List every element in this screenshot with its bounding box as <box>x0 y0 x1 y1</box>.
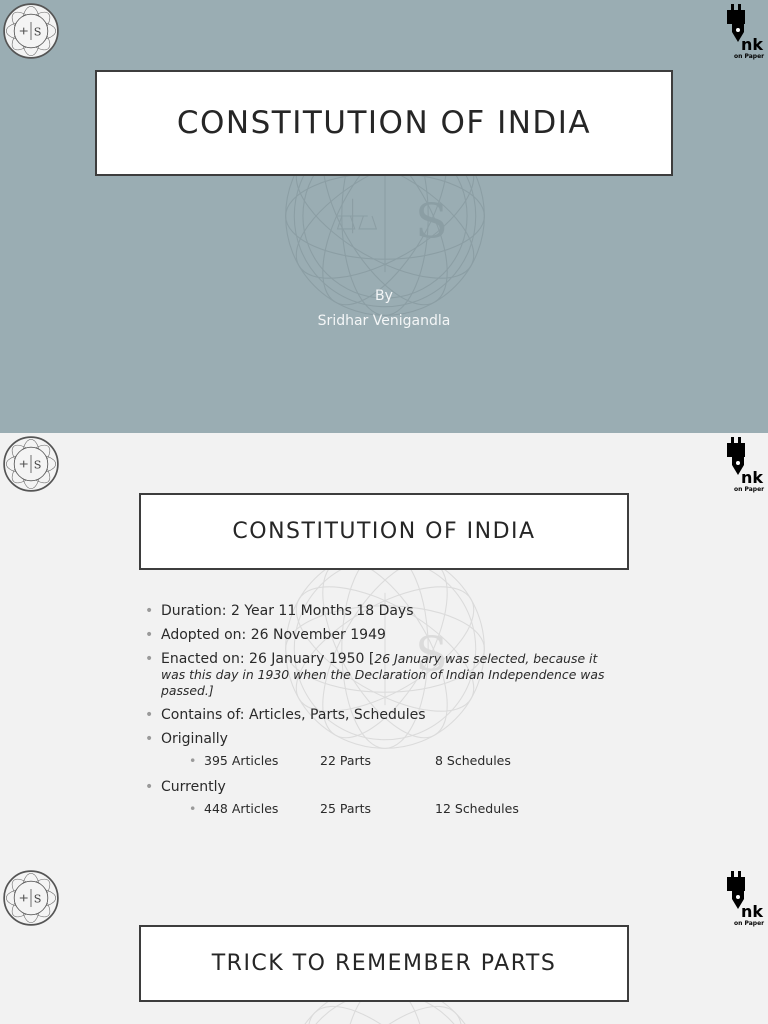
overview-slide <box>0 433 768 867</box>
slide-title: TRICK TO REMEMBER PARTS <box>139 925 629 1002</box>
original-articles: • 395 Articles <box>204 753 279 768</box>
original-counts <box>145 753 625 769</box>
enacted-date: Enacted on: 26 January 1950 [ <box>161 651 375 667</box>
ink-on-paper-logo-icon <box>724 869 766 927</box>
parts-trick-slide <box>0 867 768 1024</box>
svg-text:S: S <box>33 892 42 906</box>
svg-text:nk: nk <box>741 902 764 921</box>
bullet-duration: • Duration: 2 Year 11 Months 18 Days <box>145 603 625 619</box>
ink-on-paper-logo-icon <box>724 435 766 493</box>
svg-text:nk: nk <box>741 35 764 54</box>
slide-title: CONSTITUTION OF INDIA <box>139 493 629 570</box>
bullet-adopted: • Adopted on: 26 November 1949 <box>145 627 625 643</box>
svg-text:on Paper: on Paper <box>734 486 765 493</box>
svg-text:S: S <box>33 25 42 39</box>
svg-text:S: S <box>415 627 448 683</box>
current-counts <box>145 801 625 817</box>
bullet-originally: • Originally <box>145 731 625 747</box>
bullet-list <box>145 603 625 827</box>
seal-logo-icon <box>3 436 59 492</box>
current-articles: • 448 Articles <box>204 801 279 816</box>
title-slide <box>0 0 768 433</box>
original-schedules: 8 Schedules <box>435 753 511 768</box>
current-parts: 25 Parts <box>320 801 372 816</box>
svg-text:on Paper: on Paper <box>734 53 765 60</box>
ink-on-paper-logo-icon <box>724 2 766 60</box>
svg-text:nk: nk <box>741 468 764 487</box>
by-label: By <box>375 288 393 304</box>
bullet-currently: • Currently <box>145 779 625 795</box>
enacted-note: 26 January was selected, because it was this day in 1930 when the Declaration of Indian Independence was passed.] <box>161 651 605 698</box>
bullet-contains: • Contains of: Articles, Parts, Schedules <box>145 707 625 723</box>
svg-text:S: S <box>33 458 42 472</box>
bullet-enacted <box>145 651 625 699</box>
slide-title: CONSTITUTION OF INDIA <box>95 70 673 176</box>
current-schedules: 12 Schedules <box>435 801 519 816</box>
svg-text:S: S <box>415 194 448 250</box>
seal-logo-icon <box>3 870 59 926</box>
seal-logo-icon <box>3 3 59 59</box>
author-name: Sridhar Venigandla <box>317 313 451 329</box>
original-parts: 22 Parts <box>320 753 372 768</box>
svg-text:on Paper: on Paper <box>734 920 765 927</box>
